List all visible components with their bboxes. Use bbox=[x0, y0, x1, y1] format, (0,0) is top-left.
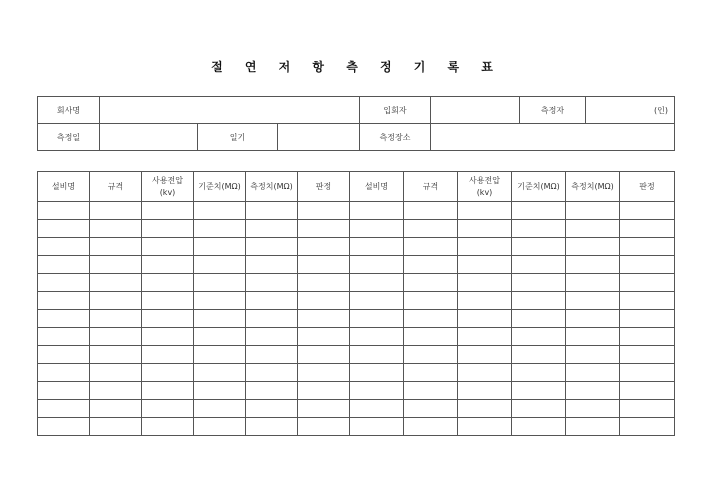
table-cell[interactable] bbox=[512, 328, 566, 346]
table-cell[interactable] bbox=[566, 292, 620, 310]
col-header-voltage-2: 사용전압 (kv) bbox=[458, 172, 512, 202]
place-field[interactable] bbox=[431, 124, 675, 151]
table-cell[interactable] bbox=[404, 202, 458, 220]
table-cell[interactable] bbox=[142, 274, 194, 292]
table-cell[interactable] bbox=[246, 400, 298, 418]
table-cell[interactable] bbox=[90, 220, 142, 238]
col-header-measured: 측정치(MΩ) bbox=[246, 172, 298, 202]
table-cell[interactable] bbox=[298, 274, 350, 292]
table-row bbox=[38, 274, 675, 292]
table-cell[interactable] bbox=[512, 418, 566, 436]
table-cell[interactable] bbox=[142, 202, 194, 220]
table-body bbox=[38, 202, 675, 436]
table-cell[interactable] bbox=[404, 274, 458, 292]
table-cell[interactable] bbox=[142, 310, 194, 328]
table-cell[interactable] bbox=[38, 274, 90, 292]
table-cell[interactable] bbox=[194, 346, 246, 364]
table-cell[interactable] bbox=[246, 238, 298, 256]
weather-field[interactable] bbox=[278, 124, 360, 151]
col-header-equipment-2: 설비명 bbox=[350, 172, 404, 202]
table-cell[interactable] bbox=[620, 256, 675, 274]
col-header-spec: 규격 bbox=[90, 172, 142, 202]
table-cell[interactable] bbox=[404, 238, 458, 256]
table-cell[interactable] bbox=[298, 220, 350, 238]
table-cell[interactable] bbox=[142, 346, 194, 364]
table-cell[interactable] bbox=[298, 256, 350, 274]
table-cell[interactable] bbox=[566, 274, 620, 292]
table-cell[interactable] bbox=[142, 382, 194, 400]
table-cell[interactable] bbox=[298, 346, 350, 364]
table-cell[interactable] bbox=[38, 328, 90, 346]
table-cell[interactable] bbox=[566, 220, 620, 238]
table-cell[interactable] bbox=[246, 220, 298, 238]
table-cell[interactable] bbox=[142, 292, 194, 310]
table-cell[interactable] bbox=[90, 238, 142, 256]
table-cell[interactable] bbox=[90, 328, 142, 346]
table-cell[interactable] bbox=[350, 400, 404, 418]
table-cell[interactable] bbox=[512, 274, 566, 292]
company-label: 회사명 bbox=[38, 97, 100, 124]
table-header-row bbox=[38, 172, 675, 202]
table-cell[interactable] bbox=[90, 202, 142, 220]
table-cell[interactable] bbox=[194, 274, 246, 292]
table-cell[interactable] bbox=[512, 292, 566, 310]
table-cell[interactable] bbox=[620, 364, 675, 382]
table-cell[interactable] bbox=[458, 328, 512, 346]
col-header-judgement-2: 판정 bbox=[620, 172, 675, 202]
table-cell[interactable] bbox=[620, 346, 675, 364]
table-cell[interactable] bbox=[38, 256, 90, 274]
date-label: 측정일 bbox=[38, 124, 100, 151]
table-cell[interactable] bbox=[350, 238, 404, 256]
col-header-spec-2: 규격 bbox=[404, 172, 458, 202]
table-cell[interactable] bbox=[298, 238, 350, 256]
table-cell[interactable] bbox=[620, 328, 675, 346]
table-cell[interactable] bbox=[350, 202, 404, 220]
table-cell[interactable] bbox=[246, 292, 298, 310]
table-cell[interactable] bbox=[350, 364, 404, 382]
table-cell[interactable] bbox=[566, 328, 620, 346]
table-cell[interactable] bbox=[298, 400, 350, 418]
measurer-seal-field[interactable]: (인) bbox=[586, 97, 675, 124]
table-cell[interactable] bbox=[566, 418, 620, 436]
col-header-equipment: 설비명 bbox=[38, 172, 90, 202]
table-row bbox=[38, 382, 675, 400]
table-cell[interactable] bbox=[194, 310, 246, 328]
table-cell[interactable] bbox=[512, 310, 566, 328]
table-cell[interactable] bbox=[350, 220, 404, 238]
table-cell[interactable] bbox=[350, 256, 404, 274]
table-cell[interactable] bbox=[246, 328, 298, 346]
col-header-measured-2: 측정치(MΩ) bbox=[566, 172, 620, 202]
table-cell[interactable] bbox=[620, 292, 675, 310]
table-cell[interactable] bbox=[142, 220, 194, 238]
table-cell[interactable] bbox=[350, 418, 404, 436]
col-header-standard-2: 기준치(MΩ) bbox=[512, 172, 566, 202]
table-cell[interactable] bbox=[194, 364, 246, 382]
place-label: 측정장소 bbox=[360, 124, 431, 151]
col-header-standard: 기준치(MΩ) bbox=[194, 172, 246, 202]
table-cell[interactable] bbox=[512, 346, 566, 364]
table-cell[interactable] bbox=[142, 238, 194, 256]
table-cell[interactable] bbox=[38, 292, 90, 310]
table-cell[interactable] bbox=[298, 202, 350, 220]
table-cell[interactable] bbox=[512, 202, 566, 220]
table-cell[interactable] bbox=[38, 400, 90, 418]
table-cell[interactable] bbox=[246, 346, 298, 364]
table-cell[interactable] bbox=[194, 220, 246, 238]
table-cell[interactable] bbox=[458, 418, 512, 436]
measurer-label: 측정자 bbox=[520, 97, 586, 124]
table-cell[interactable] bbox=[620, 400, 675, 418]
table-cell[interactable] bbox=[566, 364, 620, 382]
weather-label: 일기 bbox=[198, 124, 278, 151]
table-cell[interactable] bbox=[38, 220, 90, 238]
table-cell[interactable] bbox=[404, 328, 458, 346]
table-cell[interactable] bbox=[458, 364, 512, 382]
table-cell[interactable] bbox=[350, 328, 404, 346]
table-cell[interactable] bbox=[194, 418, 246, 436]
table-cell[interactable] bbox=[350, 382, 404, 400]
table-cell[interactable] bbox=[350, 310, 404, 328]
table-cell[interactable] bbox=[298, 292, 350, 310]
table-cell[interactable] bbox=[404, 400, 458, 418]
table-cell[interactable] bbox=[404, 364, 458, 382]
table-cell[interactable] bbox=[458, 238, 512, 256]
table-cell[interactable] bbox=[246, 382, 298, 400]
table-cell[interactable] bbox=[350, 346, 404, 364]
table-cell[interactable] bbox=[298, 382, 350, 400]
table-cell[interactable] bbox=[142, 364, 194, 382]
table-cell[interactable] bbox=[350, 292, 404, 310]
table-row bbox=[38, 400, 675, 418]
table-row bbox=[38, 418, 675, 436]
table-cell[interactable] bbox=[566, 310, 620, 328]
table-cell[interactable] bbox=[38, 238, 90, 256]
table-cell[interactable] bbox=[620, 418, 675, 436]
table-cell[interactable] bbox=[194, 292, 246, 310]
table-cell[interactable] bbox=[620, 274, 675, 292]
table-cell[interactable] bbox=[194, 256, 246, 274]
table-cell[interactable] bbox=[90, 274, 142, 292]
table-cell[interactable] bbox=[458, 292, 512, 310]
col-header-judgement: 판정 bbox=[298, 172, 350, 202]
table-cell[interactable] bbox=[38, 364, 90, 382]
table-cell[interactable] bbox=[194, 238, 246, 256]
table-cell[interactable] bbox=[194, 328, 246, 346]
table-cell[interactable] bbox=[458, 202, 512, 220]
table-cell[interactable] bbox=[298, 328, 350, 346]
table-cell[interactable] bbox=[38, 202, 90, 220]
table-cell[interactable] bbox=[566, 202, 620, 220]
col-header-voltage: 사용전압 (kv) bbox=[142, 172, 194, 202]
table-cell[interactable] bbox=[458, 220, 512, 238]
table-row bbox=[38, 328, 675, 346]
table-cell[interactable] bbox=[404, 220, 458, 238]
table-cell[interactable] bbox=[512, 364, 566, 382]
table-row bbox=[38, 310, 675, 328]
table-cell[interactable] bbox=[38, 382, 90, 400]
table-cell[interactable] bbox=[246, 310, 298, 328]
table-cell[interactable] bbox=[620, 238, 675, 256]
table-cell[interactable] bbox=[512, 400, 566, 418]
table-cell[interactable] bbox=[142, 328, 194, 346]
table-cell[interactable] bbox=[142, 400, 194, 418]
table-cell[interactable] bbox=[38, 346, 90, 364]
table-cell[interactable] bbox=[246, 202, 298, 220]
table-cell[interactable] bbox=[90, 418, 142, 436]
table-cell[interactable] bbox=[90, 346, 142, 364]
table-row bbox=[38, 292, 675, 310]
table-cell[interactable] bbox=[404, 292, 458, 310]
table-cell[interactable] bbox=[458, 400, 512, 418]
table-cell[interactable] bbox=[404, 382, 458, 400]
table-row bbox=[38, 346, 675, 364]
table-cell[interactable] bbox=[620, 202, 675, 220]
table-cell[interactable] bbox=[566, 256, 620, 274]
table-row bbox=[38, 220, 675, 238]
table-cell[interactable] bbox=[512, 256, 566, 274]
table-cell[interactable] bbox=[512, 220, 566, 238]
table-cell[interactable] bbox=[194, 382, 246, 400]
table-cell[interactable] bbox=[458, 274, 512, 292]
table-cell[interactable] bbox=[566, 400, 620, 418]
table-cell[interactable] bbox=[194, 400, 246, 418]
measurement-table bbox=[37, 171, 675, 436]
table-cell[interactable] bbox=[620, 382, 675, 400]
table-cell[interactable] bbox=[194, 202, 246, 220]
table-cell[interactable] bbox=[246, 418, 298, 436]
table-cell[interactable] bbox=[458, 256, 512, 274]
table-cell[interactable] bbox=[298, 364, 350, 382]
table-cell[interactable] bbox=[458, 382, 512, 400]
table-cell[interactable] bbox=[142, 256, 194, 274]
info-table bbox=[37, 96, 675, 151]
table-cell[interactable] bbox=[246, 274, 298, 292]
table-cell[interactable] bbox=[404, 418, 458, 436]
table-cell[interactable] bbox=[620, 220, 675, 238]
table-cell[interactable] bbox=[246, 364, 298, 382]
table-cell[interactable] bbox=[458, 346, 512, 364]
table-cell[interactable] bbox=[298, 310, 350, 328]
table-cell[interactable] bbox=[38, 418, 90, 436]
table-cell[interactable] bbox=[90, 310, 142, 328]
table-cell[interactable] bbox=[90, 400, 142, 418]
witness-field[interactable] bbox=[431, 97, 520, 124]
table-cell[interactable] bbox=[566, 346, 620, 364]
table-cell[interactable] bbox=[566, 382, 620, 400]
table-cell[interactable] bbox=[404, 310, 458, 328]
witness-label: 입회자 bbox=[360, 97, 431, 124]
table-cell[interactable] bbox=[90, 256, 142, 274]
table-cell[interactable] bbox=[458, 310, 512, 328]
table-cell[interactable] bbox=[404, 346, 458, 364]
table-cell[interactable] bbox=[90, 292, 142, 310]
table-cell[interactable] bbox=[38, 310, 90, 328]
table-cell[interactable] bbox=[90, 364, 142, 382]
table-row bbox=[38, 238, 675, 256]
table-cell[interactable] bbox=[566, 238, 620, 256]
table-row bbox=[38, 364, 675, 382]
table-cell[interactable] bbox=[620, 310, 675, 328]
table-cell[interactable] bbox=[404, 256, 458, 274]
page-title: 절 연 저 항 측 정 기 록 표 bbox=[211, 60, 502, 74]
date-field[interactable] bbox=[100, 124, 198, 151]
table-cell[interactable] bbox=[512, 238, 566, 256]
table-cell[interactable] bbox=[298, 418, 350, 436]
table-cell[interactable] bbox=[246, 256, 298, 274]
table-cell[interactable] bbox=[350, 274, 404, 292]
table-cell[interactable] bbox=[512, 382, 566, 400]
table-row bbox=[38, 256, 675, 274]
company-field[interactable] bbox=[100, 97, 360, 124]
table-cell[interactable] bbox=[142, 418, 194, 436]
table-cell[interactable] bbox=[90, 382, 142, 400]
table-row bbox=[38, 202, 675, 220]
